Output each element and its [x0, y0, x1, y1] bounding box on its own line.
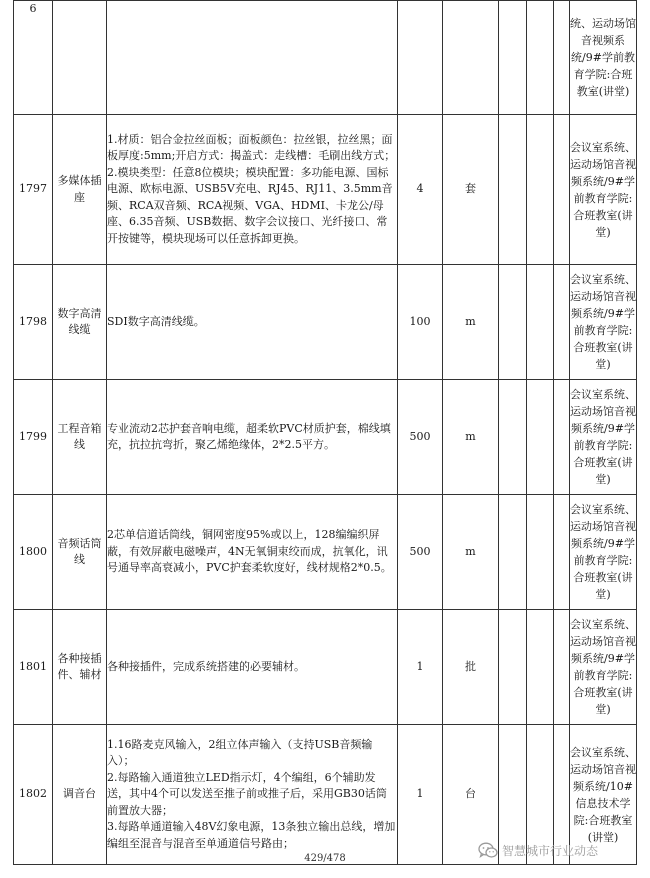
item-unit: 台: [443, 725, 499, 865]
item-description: [107, 1, 398, 115]
item-name: 调音台: [53, 725, 107, 865]
empty-cell: [554, 610, 570, 725]
description-line: 2.模块类型：任意8位模块；模块配置：多功能电源、国标电源、欧标电源、USB5V充电、RJ45、RJ11、3.5mm音频、RCA双音频、RCA视频、VGA、HDMI、卡龙公/母座、6.35音频、USB数据、数字会议接口、光纤接口、常开按键等，模块现场可以任意拆卸更换。: [107, 165, 393, 245]
table-row: [14, 265, 637, 380]
item-location: 会议室系统、运动场馆音视频系统/9#学前教育学院:合班教室(讲堂): [570, 495, 637, 610]
item-location: 会议室系统、运动场馆音视频系统/10#信息技术学院:合班教室(讲堂): [570, 725, 637, 865]
empty-cell: [554, 380, 570, 495]
item-quantity: 100: [398, 265, 443, 380]
item-number: 1800: [14, 495, 53, 610]
item-quantity: [398, 1, 443, 115]
item-description: [107, 115, 398, 265]
item-quantity: 500: [398, 380, 443, 495]
description-line: 3.每路单通道输入48V幻象电源，13条独立输出总线，增加编组至混音与混音至单通道信号路由；: [107, 820, 396, 850]
watermark: [478, 840, 598, 860]
item-name: 音频话筒线: [53, 495, 107, 610]
table-row: [14, 495, 637, 610]
description-line: 2.每路输入通道独立LED指示灯，4个编组，6个辅助发送，其中4个可以发送至推子前或推子后，采用GB30话筒前置放大器；: [107, 770, 387, 817]
empty-cell: [554, 1, 570, 115]
empty-cell: [527, 115, 554, 265]
empty-cell: [499, 1, 527, 115]
empty-cell: [499, 265, 527, 380]
item-name: 多媒体插座: [53, 115, 107, 265]
description-line: SDI数字高清线缆。: [107, 314, 205, 328]
item-name: 各种接插件、辅材: [53, 610, 107, 725]
description-line: 各种接插件，完成系统搭建的必要辅材。: [107, 659, 305, 673]
item-description: [107, 725, 398, 865]
item-number: 1802: [14, 725, 53, 865]
empty-cell: [499, 115, 527, 265]
equipment-spec-table: [13, 0, 637, 865]
empty-cell: [554, 115, 570, 265]
empty-cell: [499, 380, 527, 495]
item-quantity: 4: [398, 115, 443, 265]
item-location: 统、运动场馆音视频系统/9#学前教育学院:合班教室(讲堂): [570, 1, 637, 115]
item-number: 1799: [14, 380, 53, 495]
empty-cell: [527, 265, 554, 380]
empty-cell: [499, 610, 527, 725]
item-number: 1797: [14, 115, 53, 265]
item-quantity: 1: [398, 610, 443, 725]
item-unit: m: [443, 265, 499, 380]
table-row: [14, 610, 637, 725]
description-line: 专业流动2芯护套音响电缆，超柔软PVC材质护套，棉线填充，抗拉抗弯折，聚乙烯绝缘体，2*2.5平方。: [107, 421, 391, 451]
table-body: [14, 1, 637, 865]
empty-cell: [527, 610, 554, 725]
table-row: [14, 1, 637, 115]
item-name: 工程音箱线: [53, 380, 107, 495]
item-number: 6: [14, 1, 53, 115]
description-line: 1.16路麦克风输入，2组立体声输入（支持USB音频输入）；: [107, 737, 373, 768]
empty-cell: [499, 495, 527, 610]
item-description: [107, 610, 398, 725]
wechat-icon: [478, 842, 498, 859]
item-unit: [443, 1, 499, 115]
item-location: 会议室系统、运动场馆音视频系统/9#学前教育学院:合班教室(讲堂): [570, 265, 637, 380]
item-number: 1801: [14, 610, 53, 725]
item-unit: m: [443, 495, 499, 610]
table-row: [14, 115, 637, 265]
description-line: 1.材质：铝合金拉丝面板；面板颜色：拉丝银，拉丝黑；面板厚度:5mm;开启方式：揭盖式：走线槽：毛刷出线方式；: [107, 132, 396, 163]
item-unit: 批: [443, 610, 499, 725]
description-line: 2芯单信道话筒线，铜网密度95%或以上，128编编织屏蔽，有效屏蔽电磁噪声，4N无氧铜束绞而成，抗氧化，讯号通导率高衰减小，PVC护套柔软度好，线材规格2*0.5。: [107, 528, 392, 575]
item-number: 1798: [14, 265, 53, 380]
item-location: 会议室系统、运动场馆音视频系统/9#学前教育学院:合班教室(讲堂): [570, 115, 637, 265]
item-quantity: 1: [398, 725, 443, 865]
item-name: 数字高清线缆: [53, 265, 107, 380]
item-quantity: 500: [398, 495, 443, 610]
item-unit: m: [443, 380, 499, 495]
item-location: 会议室系统、运动场馆音视频系统/9#学前教育学院:合班教室(讲堂): [570, 610, 637, 725]
empty-cell: [554, 265, 570, 380]
item-location: 会议室系统、运动场馆音视频系统/9#学前教育学院:合班教室(讲堂): [570, 380, 637, 495]
item-unit: 套: [443, 115, 499, 265]
watermark-text: 智慧城市行业动态: [502, 843, 599, 858]
item-description: [107, 265, 398, 380]
page-number: 429/478: [304, 853, 346, 864]
empty-cell: [527, 495, 554, 610]
table-row: [14, 380, 637, 495]
item-name: [53, 1, 107, 115]
item-description: [107, 495, 398, 610]
item-description: [107, 380, 398, 495]
empty-cell: [554, 495, 570, 610]
empty-cell: [527, 380, 554, 495]
empty-cell: [527, 1, 554, 115]
